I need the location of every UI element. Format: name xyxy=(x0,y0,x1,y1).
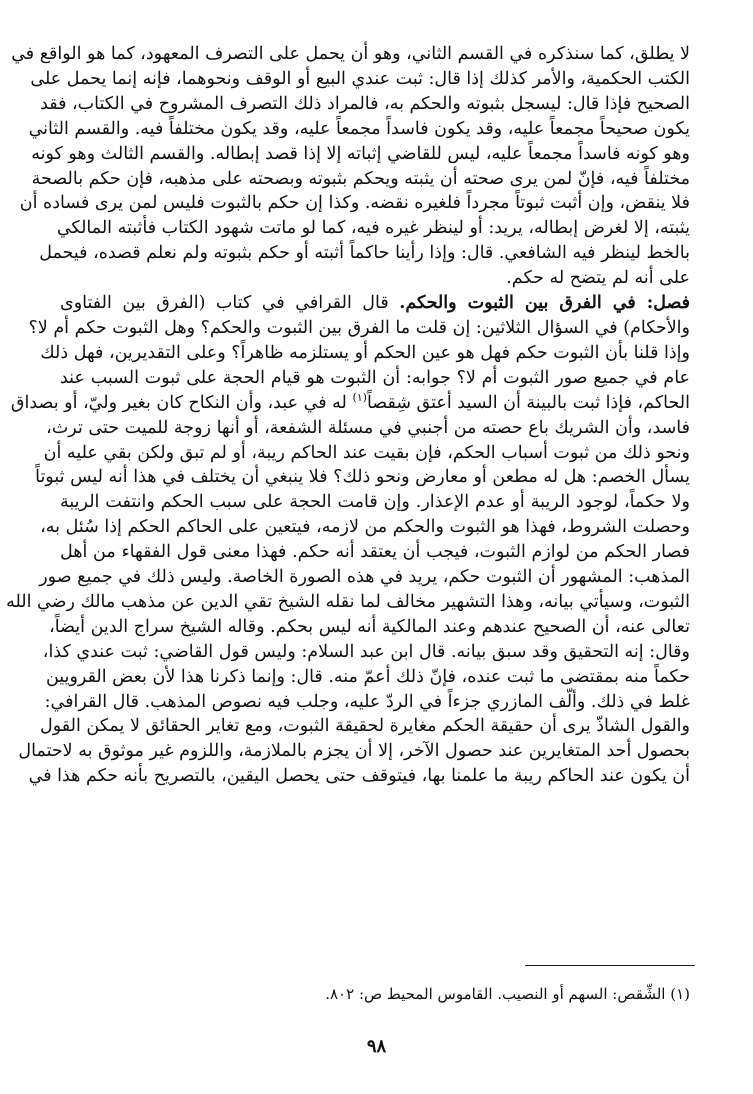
text-line: بحصول أحد المتغايرين عند حصول الآخر، إلا أن يجزم بالملازمة، واللزوم غير موثوق به لاحتمال xyxy=(18,741,690,762)
main-text xyxy=(6,42,690,789)
section-paragraph xyxy=(6,291,690,789)
text-line: مختلفاً فيه، فإنّ لمن يرى صحته أن يثبته ويحكم بثبوته وبصحته على مذهبه، فإن حكم بالصحة xyxy=(31,168,690,189)
text-line: الثبوت، وسيأتي بيانه، وهذا التشهير مخالف لما نقله الشيخ تقي الدين عن مذهب مالك رضي الله xyxy=(6,591,690,612)
section-first-line-rest: قال القرافي في كتاب (الفرق بين الفتاوى xyxy=(60,293,400,314)
text-line: فلا ينقض، وإن أثبت ثبوتاً مجرداً فلغيره نقضه. وكذا إن حكم بالثبوت فليس لمن يرى فساده أن xyxy=(19,193,690,214)
text-line: والقول الشاذّ يرى أن حقيقة الحكم مغايرة لحقيقة الثبوت، ومع تغاير الحقائق لا يمكن القول xyxy=(40,716,690,737)
section-first-line xyxy=(60,291,690,316)
text-line: الكتب الحكمية، والأمر كذلك إذا قال: ثبت عندي البيع أو الوقف ونحوهما، فإنه إنما يحمل على xyxy=(30,68,690,89)
text-line: الصحيح فإذا قال: ليسجل بثبوته والحكم به، فالمراد ذلك التصرف المشروح في الكتاب، فقد xyxy=(40,93,690,114)
text-line: ولا حكماً، لوجود الريبة أو عدم الإعذار. وإن قامت الحجة على سبب الحكم وانتفت الريبة xyxy=(60,492,690,513)
footnote-reference-mark: (١) xyxy=(352,390,367,404)
text-line: وقال: إنه التحقيق وقد سبق بيانه. قال ابن عبد السلام: وليس قول القاضي: ثبت عندي كذا، xyxy=(42,641,690,662)
text-line: فصار الحكم من لوازم الثبوت، فيجب أن يعتقد أنه حكم. فهذا معنى قول الفقهاء من أهل xyxy=(60,542,690,563)
text-line: فاسد، وأن الشريك باع حصته من أجنبي في مسئلة الشفعة، أو أنها زوجة للميت حتى ترث، xyxy=(46,417,690,438)
text-line: يكون صحيحاً مجمعاً عليه، وقد يكون فاسداً مجمعاً عليه، وقد يكون مختلفاً فيه. والقسم الثاني xyxy=(28,118,690,139)
text-line: يسأل الخصم: هل له مطعن أو معارض ونحو ذلك؟ فلا ينبغي أن يختلف في هذا أنه ليس ثبوتاً xyxy=(35,467,690,488)
text-line: عام في جميع صور الثبوت أم لا؟ جوابه: أن الثبوت هو قيام الحجة على ثبوت السبب عند xyxy=(60,367,690,388)
text-line-with-footnote xyxy=(10,390,690,416)
text-line: المذهب: المشهور أن الثبوت حكم، يريد في هذه الصورة الخاصة. وليس ذلك في جميع صور xyxy=(39,567,690,588)
page-number: ٩٨ xyxy=(366,1036,387,1057)
text-segment: له في عبد، وأن النكاح كان بغير وليّ، أو بصداق xyxy=(10,392,353,413)
section-heading: فصل: في الفرق بين الثبوت والحكم. xyxy=(399,293,690,314)
footnote-separator xyxy=(525,965,695,966)
text-line: وحصلت الشروط، فهذا هو الثبوت والحكم من لازمه، فيتعين على الحاكم الحكم إذا سُئل به، xyxy=(40,517,690,538)
text-line: غلط في ذلك. وألّف المازري جزءاً في الردّ عليه، وجلب فيه نصوص المذهب. قال القرافي: xyxy=(44,691,690,712)
text-line: لا يطلق، كما سنذكره في القسم الثاني، وهو أن يحمل على التصرف المعهود، كما هو الواقع في xyxy=(11,44,690,64)
text-line: ونحو ذلك من ثبوت أسباب الحكم، فإن بقيت عند الحاكم ريبة، أو لم تبق ولكن بقي عليه أن xyxy=(43,442,690,463)
text-segment: الحاكم، فإذا ثبت بالبينة أن السيد أعتق شِقصاً xyxy=(366,392,690,413)
text-line: حكماً منه بمقتضى ما ثبت عنده، فإنّ ذلك أعمّ منه. قال: وإنما ذكرنا هذا لأن بعض القرويين xyxy=(45,666,690,687)
text-line: وهو كونه فاسداً مجمعاً عليه، ليس للقاضي إثباته إلا إذا قصد إبطاله. والقسم الثالث وهو كونه xyxy=(31,143,690,164)
text-line: بالخط لينظر فيه الشافعي. قال: وإذا رأينا حاكماً أثبته أو حكم بثبوته ولم نعلم قصده، فيحمل xyxy=(39,243,690,264)
text-line: وإذا قلنا بأن الثبوت حكم فهل هو عين الحكم أو يستلزمه ظاهراً؟ وعلى التقديرين، فهل ذلك xyxy=(40,342,690,363)
footnote: (١) الشِّقص: السهم أو النصيب. القاموس المحيط ص: ٨٠٢. xyxy=(325,985,690,1003)
text-line: والأحكام) في السؤال الثلاثين: إن قلت ما الفرق بين الثبوت والحكم؟ وهل الثبوت حكم أم لا؟ xyxy=(28,317,690,338)
paragraph-1 xyxy=(11,42,690,291)
text-line: على أنه لم يتضح له حكم. xyxy=(506,268,690,289)
text-line: تعالى عنه، أن الصحيح عندهم وعند المالكية أنه ليس بحكم. وقاله الشيخ سراج الدين أيضاً، xyxy=(49,616,690,637)
text-line: يثبته، إلا لغرض إبطاله، يريد: أو لينظر غيره فيه، كما لو ماتت شهود الكتاب فأثبته المالكي xyxy=(56,218,690,239)
text-line: أن يكون عند الحاكم ريبة ما علمنا بها، فيتوقف حتى يحصل اليقين، بالتصريح بأنه حكم هذا في xyxy=(28,766,690,787)
